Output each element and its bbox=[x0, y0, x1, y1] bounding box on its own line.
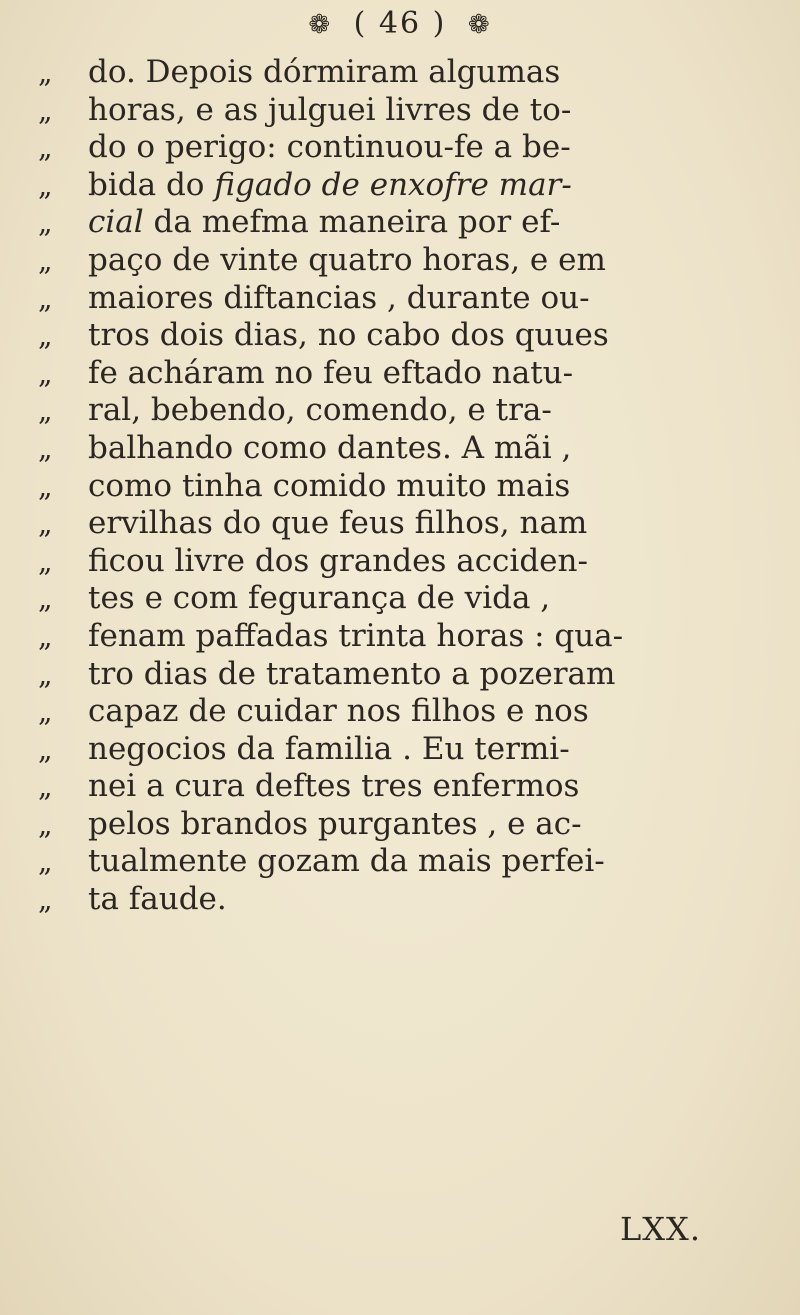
quote-mark: „ bbox=[38, 657, 53, 691]
quote-mark: „ bbox=[38, 845, 53, 879]
text-line bbox=[38, 355, 798, 393]
quote-mark: „ bbox=[38, 582, 53, 616]
quote-mark: „ bbox=[38, 807, 53, 841]
text-line bbox=[38, 430, 798, 468]
text-line bbox=[38, 543, 798, 581]
line-text: balhando como dantes. A mãi , bbox=[88, 429, 572, 466]
line-text: horas, e as julguei livres de to- bbox=[88, 91, 572, 128]
line-text-italic: cial bbox=[88, 204, 144, 241]
line-text: ficou livre dos grandes acciden- bbox=[88, 542, 588, 579]
quote-mark: „ bbox=[38, 131, 53, 165]
page-header bbox=[0, 6, 800, 41]
page-number: ( 46 ) bbox=[353, 6, 447, 41]
line-text: capaz de cuidar nos filhos e nos bbox=[88, 693, 589, 730]
line-text: tualmente gozam da mais perfei- bbox=[88, 843, 605, 880]
text-line bbox=[38, 92, 798, 130]
text-line bbox=[38, 505, 798, 543]
text-line bbox=[38, 731, 798, 769]
line-text: tes e com fegurança de vida , bbox=[88, 580, 551, 617]
text-line bbox=[38, 881, 798, 919]
line-text: fenam paffadas trinta horas : qua- bbox=[88, 617, 624, 654]
text-line bbox=[38, 54, 798, 92]
line-text: ervilhas do que feus filhos, nam bbox=[88, 505, 588, 542]
quote-mark: „ bbox=[38, 507, 53, 541]
quote-mark: „ bbox=[38, 695, 53, 729]
line-text-italic: figado de enxofre mar- bbox=[214, 166, 572, 203]
line-text: do. Depois dórmiram algumas bbox=[88, 54, 561, 90]
text-line bbox=[38, 392, 798, 430]
quote-mark: „ bbox=[38, 469, 53, 503]
ornament-left-icon: ❁ bbox=[308, 10, 333, 40]
quote-mark: „ bbox=[38, 243, 53, 277]
line-text: bida do bbox=[88, 166, 215, 203]
line-text: fe acháram no feu eftado natu- bbox=[88, 354, 574, 391]
text-line bbox=[38, 317, 798, 355]
line-text: da mefma maneira por ef- bbox=[143, 204, 561, 241]
text-body bbox=[38, 54, 798, 919]
quote-mark: „ bbox=[38, 319, 53, 353]
line-text: do o perigo: continuou-fe a be- bbox=[88, 129, 571, 166]
line-text: pelos brandos purgantes , e ac- bbox=[88, 805, 582, 842]
line-text: paço de vinte quatro horas, e em bbox=[88, 241, 606, 278]
line-text: negocios da familia . Eu termi- bbox=[88, 730, 570, 767]
text-line bbox=[38, 843, 798, 881]
text-line bbox=[38, 618, 798, 656]
quote-mark: „ bbox=[38, 431, 53, 465]
quote-mark: „ bbox=[38, 356, 53, 390]
quote-mark: „ bbox=[38, 206, 53, 240]
quote-mark: „ bbox=[38, 544, 53, 578]
text-line bbox=[38, 580, 798, 618]
text-line bbox=[38, 468, 798, 506]
text-line bbox=[38, 768, 798, 806]
text-line bbox=[38, 693, 798, 731]
line-text: tros dois dias, no cabo dos quues bbox=[88, 317, 609, 354]
text-line bbox=[38, 167, 798, 205]
text-line bbox=[38, 242, 798, 280]
quote-mark: „ bbox=[38, 281, 53, 315]
catchword: LXX. bbox=[620, 1210, 701, 1248]
quote-mark: „ bbox=[38, 168, 53, 202]
quote-mark: „ bbox=[38, 619, 53, 653]
quote-mark: „ bbox=[38, 883, 53, 917]
line-text: ta faude. bbox=[88, 881, 227, 918]
line-text: como tinha comido muito mais bbox=[88, 467, 571, 504]
line-text: nei a cura deftes tres enfermos bbox=[88, 768, 580, 805]
quote-mark: „ bbox=[38, 732, 53, 766]
text-line bbox=[38, 280, 798, 318]
text-line bbox=[38, 656, 798, 694]
quote-mark: „ bbox=[38, 770, 53, 804]
text-line bbox=[38, 129, 798, 167]
line-text: maiores diftancias , durante ou- bbox=[88, 279, 590, 316]
quote-mark: „ bbox=[38, 93, 53, 127]
text-line bbox=[38, 204, 798, 242]
quote-mark: „ bbox=[38, 394, 53, 428]
ornament-right-icon: ❁ bbox=[467, 10, 492, 40]
line-text: tro dias de tratamento a pozeram bbox=[88, 655, 616, 692]
quote-mark: „ bbox=[38, 56, 53, 89]
text-line bbox=[38, 806, 798, 844]
line-text: ral, bebendo, comendo, e tra- bbox=[88, 392, 552, 429]
